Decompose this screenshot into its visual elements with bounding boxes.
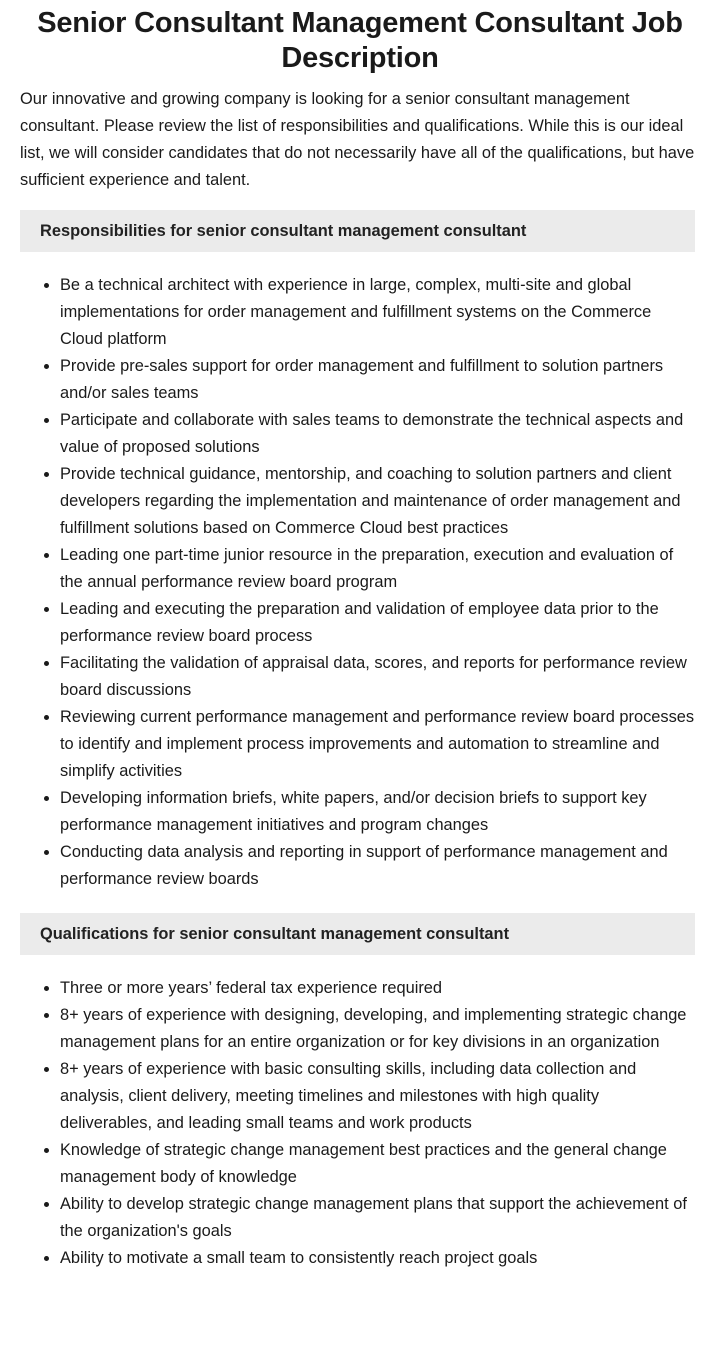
responsibilities-list — [20, 272, 695, 893]
qualifications-list — [20, 975, 695, 1272]
page-title: Senior Consultant Management Consultant Job Description — [37, 7, 683, 74]
list-item: • Ability to motivate a small team to consistently reach project goals — [60, 1245, 695, 1272]
list-item: • Conducting data analysis and reporting in support of performance management and performance review boards — [60, 839, 695, 893]
list-item: • Three or more years’ federal tax experience required — [60, 975, 695, 1002]
list-item: • 8+ years of experience with basic consulting skills, including data collection and analysis, client delivery, meeting timelines and milestones with high quality deliverables, and leading small teams and work products — [60, 1056, 695, 1137]
list-item: • 8+ years of experience with designing, developing, and implementing strategic change management plans for an entire organization or for key divisions in an organization — [60, 1002, 695, 1056]
list-item: • Provide pre-sales support for order management and fulfillment to solution partners and/or sales teams — [60, 353, 695, 407]
list-item: • Leading and executing the preparation and validation of employee data prior to the performance review board process — [60, 596, 695, 650]
list-item: • Be a technical architect with experience in large, complex, multi-site and global implementations for order management and fulfillment systems on the Commerce Cloud platform — [60, 272, 695, 353]
list-item: • Reviewing current performance management and performance review board processes to identify and implement process improvements and automation to streamline and simplify activities — [60, 704, 695, 785]
list-item: • Ability to develop strategic change management plans that support the achievement of the organization's goals — [60, 1191, 695, 1245]
list-item: • Knowledge of strategic change management best practices and the general change management body of knowledge — [60, 1137, 695, 1191]
list-item: • Facilitating the validation of appraisal data, scores, and reports for performance review board discussions — [60, 650, 695, 704]
list-item: • Leading one part-time junior resource in the preparation, execution and evaluation of the annual performance review board program — [60, 542, 695, 596]
qualifications-heading: Qualifications for senior consultant management consultant — [20, 913, 695, 955]
intro-paragraph: Our innovative and growing company is looking for a senior consultant management consultant. Please review the list of responsibilities and qualifications. While this is our ideal list, we will consider candidates that do not necessarily have all of the qualifications, but have sufficient experience and talent. — [20, 90, 695, 189]
list-item: • Developing information briefs, white papers, and/or decision briefs to support key performance management initiatives and program changes — [60, 785, 695, 839]
responsibilities-heading: Responsibilities for senior consultant management consultant — [20, 210, 695, 252]
list-item: • Provide technical guidance, mentorship, and coaching to solution partners and client developers regarding the implementation and maintenance of order management and fulfillment solutions based on Commerce Cloud best practices — [60, 461, 695, 542]
list-item: • Participate and collaborate with sales teams to demonstrate the technical aspects and value of proposed solutions — [60, 407, 695, 461]
